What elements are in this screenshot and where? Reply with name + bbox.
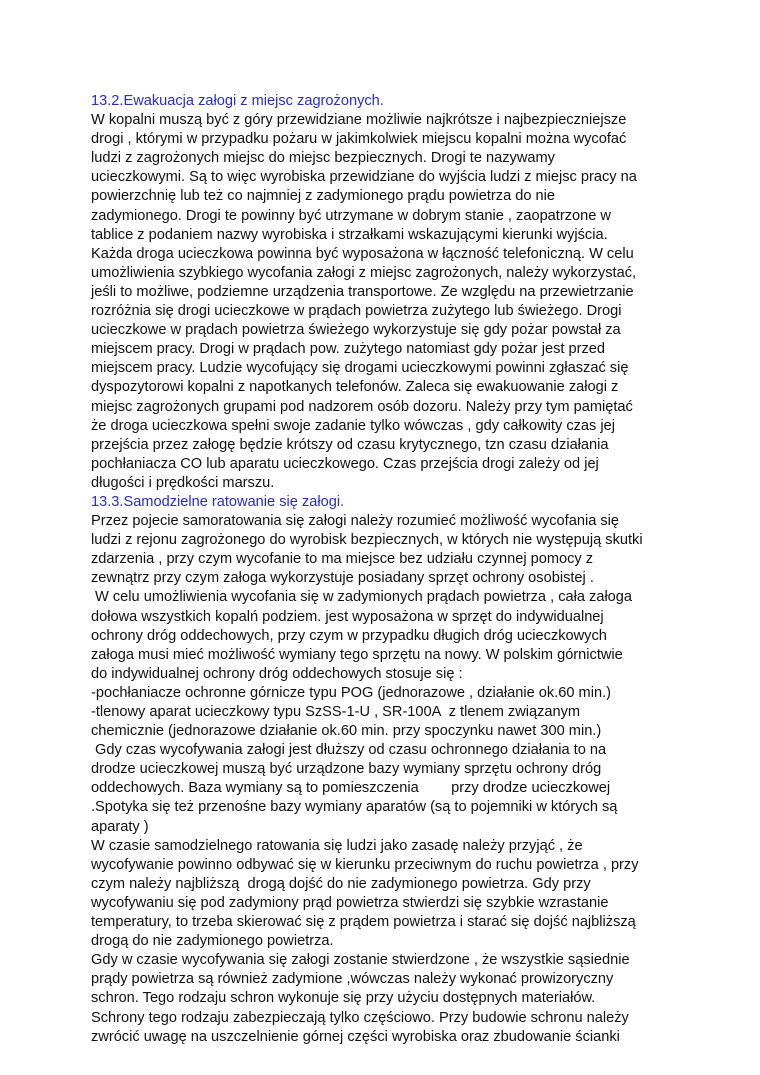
- text-line: zadymionego. Drogi te powinny być utrzymane w dobrym stanie , zaopatrzone w: [91, 207, 611, 224]
- text-line: aparaty ): [91, 818, 149, 835]
- text-line: wycofywanie powinno odbywać się w kierunku przeciwnym do ruchu powietrza , przy: [91, 856, 639, 873]
- text-line: jeśli to możliwe, podziemne urządzenia transportowe. Ze względu na przewietrzanie: [91, 283, 634, 300]
- text-line: dołowa wszystkich kopalń podziem. jest wyposażona w sprzęt do indywidualnej: [91, 608, 604, 625]
- text-line: załoga musi mieć możliwość wymiany tego sprzętu na nowy. W polskim górnictwie: [91, 646, 623, 663]
- text-line: chemicznie (jednorazowe działanie ok.60 min. przy spoczynku nawet 300 min.): [91, 723, 602, 740]
- section-heading-13-3: 13.3.Samodzielne ratowanie się załogi.: [91, 493, 345, 510]
- text-line: zwrócić uwagę na uszczelnienie górnej części wyrobiska oraz zbudowanie ścianki: [91, 1028, 620, 1045]
- text-line: wycofywaniu się pod zadymiony prąd powietrza stwierdzi się szybkie wzrastanie: [91, 894, 609, 911]
- text-line: ucieczkowymi. Są to więc wyrobiska przewidziane do wyjścia ludzi z miejsc pracy na: [91, 169, 637, 186]
- text-line: drogą do nie zadymionego powietrza.: [91, 933, 334, 950]
- text-line: miejsc zagrożonych grupami pod nadzorem osób dozoru. Należy przy tym pamiętać: [91, 398, 633, 415]
- text-line: zdarzenia , przy czym wycofanie to ma miejsce bez udziału czynnej pomocy z: [91, 551, 594, 568]
- text-line: Gdy w czasie wycofywania się załogi zostanie stwierdzone , że wszystkie sąsiednie: [91, 952, 630, 969]
- text-line: W celu umożliwienia wycofania się w zadymionych prądach powietrza , cała załoga: [91, 589, 633, 606]
- text-line: dyspozytorowi kopalni z napotkanych telefonów. Zaleca się ewakuowanie załogi z: [91, 379, 619, 396]
- text-line: drogi , którymi w przypadku pożaru w jakimkolwiek miejscu kopalni można wycofać: [91, 131, 627, 148]
- document-body: [91, 92, 731, 1047]
- text-line: oddechowych. Baza wymiany są to pomieszczenia przy drodze ucieczkowej: [91, 780, 611, 797]
- text-line: W czasie samodzielnego ratowania się ludzi jako zasadę należy przyjąć , że: [91, 837, 583, 854]
- text-line: ludzi z rejonu zagrożonego do wyrobisk bezpiecznych, w których nie występują skutki: [91, 532, 643, 549]
- text-line: prądy powietrza są również zadymione ,wówczas należy wykonać prowizoryczny: [91, 971, 614, 988]
- text-line: umożliwienia szybkiego wycofania załogi z miejsc zagrożonych, należy wykorzystać,: [91, 264, 637, 281]
- text-line: -tlenowy aparat ucieczkowy typu SzSS-1-U , SR-100A z tlenem związanym: [91, 704, 581, 720]
- text-line: .Spotyka się też przenośne bazy wymiany aparatów (są to pojemniki w których są: [91, 799, 618, 816]
- text-line: czym należy najbliższą drogą dojść do nie zadymionego powietrza. Gdy przy: [91, 875, 591, 892]
- text-line: powierzchnię lub też co najmniej z zadymionego prądu powietrza do nie: [91, 188, 556, 205]
- text-line: W kopalni muszą być z góry przewidziane możliwie najkrótsze i najbezpieczniejsze: [91, 112, 627, 129]
- text-line: -pochłaniacze ochronne górnicze typu POG (jednorazowe , działanie ok.60 min.): [91, 684, 611, 701]
- text-line: długości i prędkości marszu.: [91, 474, 275, 491]
- text-line: przejścia przez załogę będzie krótszy od czasu krytycznego, tzn czasu działania: [91, 436, 609, 453]
- text-line: temperatury, to trzeba skierować się z prądem powietrza i starać się dojść najbliższą: [91, 914, 636, 931]
- text-line: miejscem pracy. Ludzie wycofujący się drogami ucieczkowymi powinni zgłaszać się: [91, 360, 629, 377]
- text-line: miejscem pracy. Drogi w prądach pow. zużytego natomiast gdy pożar jest przed: [91, 341, 605, 358]
- text-line: schron. Tego rodzaju schron wykonuje się przy użyciu dostępnych materiałów.: [91, 990, 596, 1007]
- text-line: pochłaniacza CO lub aparatu ucieczkowego. Czas przejścia drogi zależy od jej: [91, 455, 599, 472]
- text-line: ochrony dróg oddechowych, przy czym w przypadku długich dróg ucieczkowych: [91, 627, 607, 644]
- text-line: Schrony tego rodzaju zabezpieczają tylko częściowo. Przy budowie schronu należy: [91, 1009, 629, 1026]
- text-line: że droga ucieczkowa spełni swoje zadanie tylko wówczas , gdy całkowity czas jej: [91, 417, 615, 434]
- text-line: ucieczkowe w prądach powietrza świeżego wykorzystuje się gdy pożar powstał za: [91, 322, 621, 339]
- text-line: tablice z podaniem nazwy wyrobiska i strzałkami wskazującymi kierunki wyjścia.: [91, 226, 608, 243]
- paragraph-evacuation: [91, 111, 731, 493]
- paragraph-self-rescue: [91, 512, 731, 1047]
- text-line: Gdy czas wycofywania załogi jest dłuższy od czasu ochronnego działania to na: [91, 742, 607, 759]
- text-line: rozróżnia się drogi ucieczkowe w prądach powietrza zużytego lub świeżego. Drogi: [91, 303, 622, 320]
- text-line: drodze ucieczkowej muszą być urządzone bazy wymiany sprzętu ochrony dróg: [91, 761, 602, 778]
- text-line: ludzi z zagrożonych miejsc do miejsc bezpiecznych. Drogi te nazywamy: [91, 150, 555, 167]
- text-line: zewnątrz przy czym załoga wykorzystuje posiadany sprzęt ochrony osobistej .: [91, 570, 594, 587]
- text-line: Przez pojecie samoratowania się załogi należy rozumieć możliwość wycofania się: [91, 513, 620, 530]
- text-line: do indywidualnej ochrony dróg oddechowych stosuje się :: [91, 665, 463, 682]
- text-line: Każda droga ucieczkowa powinna być wyposażona w łączność telefoniczną. W celu: [91, 245, 634, 262]
- section-heading-13-2: 13.2.Ewakuacja załogi z miejsc zagrożonych.: [91, 93, 384, 109]
